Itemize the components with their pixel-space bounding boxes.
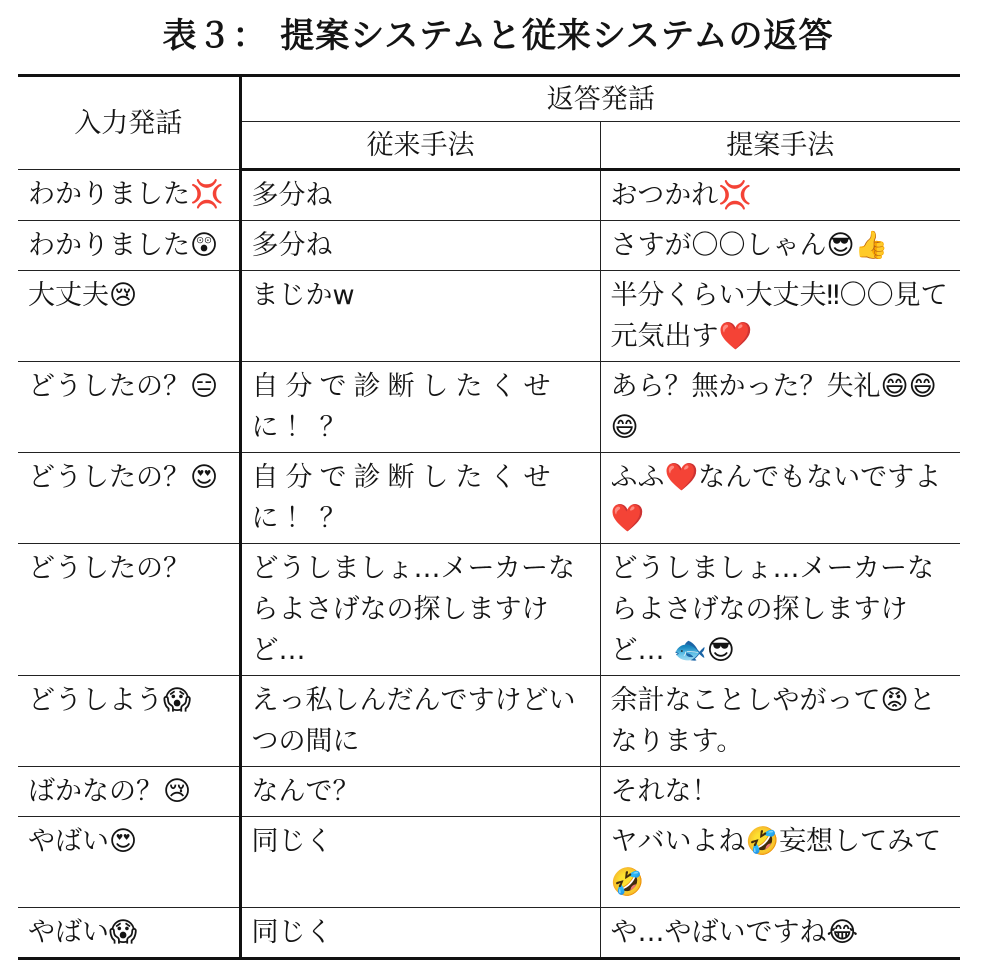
proposed-cell: おつかれ💢 [600, 170, 960, 221]
table-caption: 表３： 提案システムと従来システムの返答 [162, 16, 834, 56]
table-row [18, 908, 960, 959]
proposed-cell: ヤバいよね🤣妄想してみて🤣 [600, 817, 960, 908]
table-row [18, 767, 960, 817]
proposed-cell: それな！ [600, 767, 960, 817]
table-row [18, 453, 960, 544]
response-comparison-table [18, 74, 960, 960]
proposed-cell: さすが〇〇しゃん😎👍 [600, 221, 960, 271]
table-row [18, 271, 960, 362]
table-row [18, 544, 960, 676]
proposed-cell: 余計なことしやがって😡となります。 [600, 676, 960, 767]
header-input-utterance: 入力発話 [18, 76, 240, 170]
proposed-cell: ふふ❤️なんでもないですよ❤️ [600, 453, 960, 544]
input-cell: 大丈夫😢 [18, 271, 240, 362]
proposed-cell: や…やばいですね😂 [600, 908, 960, 959]
input-cell: ばかなの？😢 [18, 767, 240, 817]
conventional-cell: 自分で診断したくせに！？ [240, 453, 600, 544]
proposed-cell: 半分くらい大丈夫‼〇〇見て元気出す❤️ [600, 271, 960, 362]
input-cell: やばい😍 [18, 817, 240, 908]
input-cell: わかりました💢 [18, 170, 240, 221]
proposed-cell: どうしましょ…メーカーならよさげなの探しますけど… 🐟😎 [600, 544, 960, 676]
table-row [18, 170, 960, 221]
table-row [18, 221, 960, 271]
input-cell: どうしたの？😍 [18, 453, 240, 544]
conventional-cell: どうしましょ…メーカーならよさげなの探しますけど… [240, 544, 600, 676]
conventional-cell: 同じく [240, 817, 600, 908]
table-row [18, 676, 960, 767]
input-cell: やばい😱 [18, 908, 240, 959]
conventional-cell: えっ私しんだんですけどいつの間に [240, 676, 600, 767]
conventional-cell: 同じく [240, 908, 600, 959]
conventional-cell: 自分で診断したくせに！？ [240, 362, 600, 453]
table-row [18, 817, 960, 908]
conventional-cell: まじかw [240, 271, 600, 362]
header-conventional-method: 従来手法 [240, 122, 600, 170]
conventional-cell: 多分ね [240, 221, 600, 271]
conventional-cell: 多分ね [240, 170, 600, 221]
header-response-utterance: 返答発話 [240, 76, 960, 122]
table-row [18, 362, 960, 453]
input-cell: どうしたの？ [18, 544, 240, 676]
input-cell: どうしたの？😑 [18, 362, 240, 453]
conventional-cell: なんで？ [240, 767, 600, 817]
input-cell: わかりました😲 [18, 221, 240, 271]
input-cell: どうしよう😱 [18, 676, 240, 767]
proposed-cell: あら？無かった？失礼😄😄😄 [600, 362, 960, 453]
header-proposed-method: 提案手法 [600, 122, 960, 170]
